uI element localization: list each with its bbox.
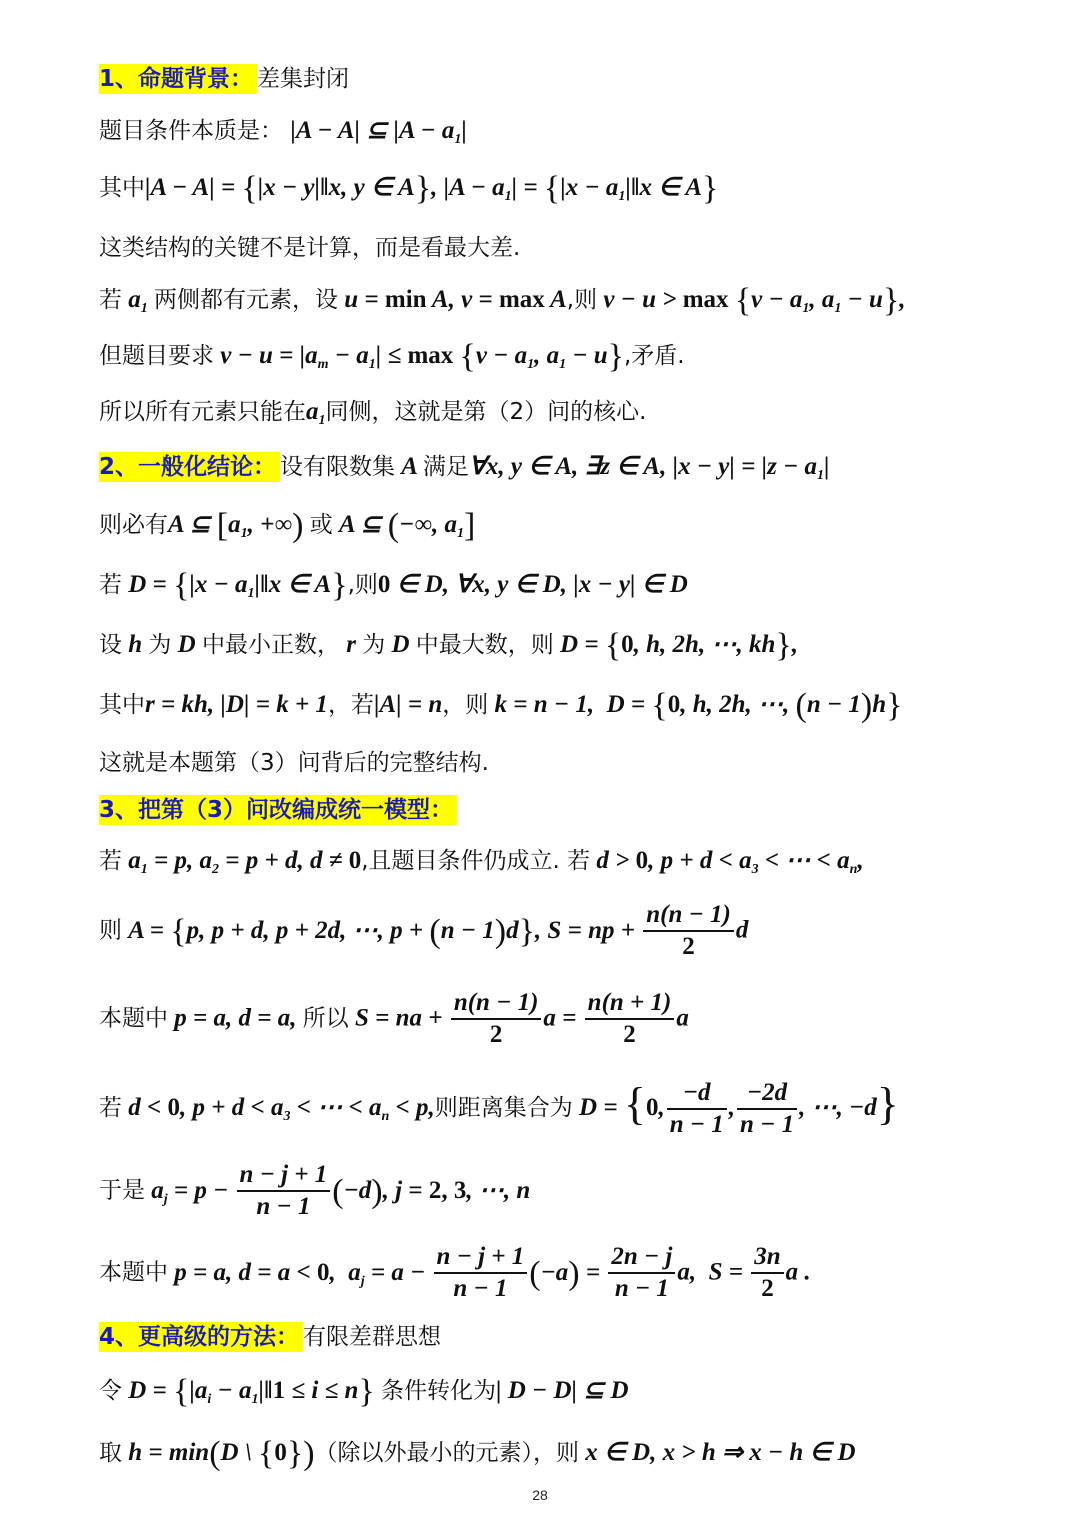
formula: |A − A| = {|x − y|‖x, y ∈ A}, $|A - a_1| = \{|x$ − $a_1|‖x$ ∈ A} xyxy=(145,170,719,207)
formula: (−a) = xyxy=(529,1254,607,1292)
formula: r = kh, |D| = k + 1 xyxy=(145,691,328,718)
line-text: ,且题目条件仍成立. 若 xyxy=(361,848,591,874)
formula: p = a, d = a, xyxy=(168,1004,303,1032)
formula: d < 0, $p + d < a_3$ < ⋯ < $a_n < p$, xyxy=(122,1094,435,1124)
line-text: 题目条件本质是： xyxy=(99,118,283,144)
section-2-heading: 2、一般化结论： xyxy=(99,452,280,482)
formula: (−d), j = 2, 3, ⋯, n xyxy=(332,1172,531,1210)
fraction: $\frac{3n}{2}$ xyxy=(751,1242,783,1304)
line-text: 同侧，这就是第（2）问的核心. xyxy=(325,399,647,425)
section-1-heading-line xyxy=(99,64,349,94)
formula: u = min A, v = max A xyxy=(338,286,567,313)
fraction: $\frac{-d}{n - 1}$ xyxy=(667,1078,727,1140)
line-difference-set xyxy=(99,1373,629,1415)
line-text: ，则 xyxy=(442,692,489,718)
formula: a xyxy=(676,1004,689,1032)
line-contradiction-setup xyxy=(99,282,906,324)
fraction: $\frac{n - j + 1}{n - 1}$ xyxy=(434,1242,528,1304)
line-text: 中最小正数， xyxy=(201,632,340,658)
line-text: 则必有 xyxy=(99,512,168,538)
line-text: 本题中 xyxy=(99,1005,168,1032)
line-text: 则 xyxy=(99,917,122,944)
line-sum-positive xyxy=(99,988,689,1050)
line-text: （除以外最小的元素），则 xyxy=(314,1440,580,1466)
section-4-heading-line xyxy=(99,1322,441,1352)
line-text: 所以所有元素只能在 xyxy=(99,399,306,425)
formula: $v - u = |a_m - a_1| \le \max \{v - a_1$, $a_1 - u$} xyxy=(214,338,624,375)
formula: A ⊆ (−∞, $a_1$] xyxy=(332,507,476,544)
fraction: $\frac{n(n - 1)}{2}$ xyxy=(451,988,542,1050)
line-conclusion xyxy=(99,507,476,549)
line-text: 满足 xyxy=(422,454,469,480)
formula: 0 ∈ D, ∀x, y ∈ D, |x − y| ∈ D xyxy=(377,571,688,598)
formula: $a_1 = p$, $a_2 = p + d$, d ≠ 0 xyxy=(122,847,362,877)
formula: h xyxy=(122,631,149,658)
fraction: $\frac{n - j + 1}{n - 1}$ xyxy=(237,1160,331,1222)
line-text: 本题中 xyxy=(99,1259,168,1286)
formula: p = a, d = a < 0, $a_j = a$ − xyxy=(168,1258,432,1289)
formula: a = xyxy=(543,1004,583,1032)
line-text: 取 xyxy=(99,1440,122,1466)
formula: d xyxy=(735,916,749,944)
formula: a . xyxy=(785,1258,811,1286)
formula: D xyxy=(385,631,416,658)
line-text: 为 xyxy=(362,632,386,658)
formula: A = {p, p + d, p + 2d, ⋯, p + (n − 1)d}, S = np + xyxy=(122,912,642,950)
formula: $a_1$ xyxy=(306,398,326,428)
formula: D xyxy=(171,631,202,658)
line-min-max xyxy=(99,627,798,664)
section-3-heading-line xyxy=(99,795,457,825)
line-key-idea: 这类结构的关键不是计算，而是看最大差. xyxy=(99,235,521,261)
line-min-element xyxy=(99,1435,856,1472)
formula: r xyxy=(339,631,363,658)
line-text: ,则 xyxy=(566,287,598,313)
formula: h = min(D \ {0}) xyxy=(122,1435,315,1472)
formula: A xyxy=(395,453,423,480)
line-text: 中最大数，则 xyxy=(415,632,554,658)
section-2-heading-line xyxy=(99,452,830,491)
line-text: ，若 xyxy=(327,692,374,718)
fraction: $\frac{n(n + 1)}{2}$ xyxy=(585,988,675,1050)
line-text: 于是 xyxy=(99,1177,145,1204)
line-negative-case: 若 d < 0, $p + d < a_3$ < ⋯ < $a_n < p$,则距离集合为 D = {0, $\frac{-d}{n - 1}$ , $\frac{-2d}{n - 1}$ , ⋯, −d} xyxy=(99,1078,899,1138)
line-structure xyxy=(99,687,903,724)
line-essence xyxy=(99,116,467,155)
formula: , ⋯, −d} xyxy=(799,1078,899,1129)
line-text: 为 xyxy=(148,632,172,658)
formula: D = {0, xyxy=(572,1078,665,1129)
line-text: 设 xyxy=(99,632,122,658)
fraction: $\frac{2n - j}{n - 1}$ xyxy=(608,1242,675,1304)
line-summary: 这就是本题第（3）问背后的完整结构. xyxy=(99,750,489,776)
line-text: 若 xyxy=(99,287,122,313)
line-definition xyxy=(99,170,719,212)
section-1-heading: 1、命题背景： xyxy=(99,64,257,94)
formula: $D = \{|x - a_1|‖x$ ∈ A} xyxy=(122,567,348,604)
formula: $v - u > \max \{v - a_1$, $a_1 - u$}, xyxy=(597,282,906,319)
formula: d > 0, $p + d < a_3$ < ⋯ < $a_n$, xyxy=(590,847,864,877)
line-text: 所以 xyxy=(302,1005,349,1032)
section-4-title: 有限差群思想 xyxy=(303,1324,442,1350)
line-text: 设有限数集 xyxy=(280,454,396,480)
formula: |A − A| ⊆ $|A - a_1|$ xyxy=(290,117,467,147)
formula: ∀x, y ∈ A, ∃z ∈ A, $|x - y| = |z - a_1|$ xyxy=(468,453,830,483)
fraction: $\frac{-2d}{n - 1}$ xyxy=(737,1078,797,1140)
formula: k = n − 1, D = {0, h, 2h, ⋯, (n − 1)h} xyxy=(488,687,903,724)
formula: a, S = xyxy=(677,1258,750,1286)
line-model-setup xyxy=(99,846,864,885)
line-set-d xyxy=(99,567,688,609)
line-text: 若 xyxy=(99,1095,122,1121)
line-text: 但题目要求 xyxy=(99,343,214,369)
formula: S = na + xyxy=(348,1004,449,1032)
line-text: 其中 xyxy=(99,692,145,718)
formula: A ⊆ [$a_1$, +∞) xyxy=(168,507,304,544)
line-arithmetic-set xyxy=(99,900,748,962)
line-core xyxy=(99,397,646,436)
formula: $D = \{|a_i$ − $a_1|‖1 \le i \le n$} xyxy=(122,1373,375,1410)
fraction: $\frac{n(n - 1)}{2}$ xyxy=(643,900,734,962)
section-4-heading: 4、更高级的方法： xyxy=(99,1322,303,1352)
line-sum-negative xyxy=(99,1242,811,1312)
formula: $a_1$ xyxy=(122,286,148,316)
line-text: 若 xyxy=(99,572,122,598)
formula: | D − D| ⊆ D xyxy=(495,1377,629,1404)
formula: |A| = n xyxy=(373,691,443,718)
formula: D = {0, h, 2h, ⋯, kh}, xyxy=(553,627,798,664)
line-text: 则距离集合为 xyxy=(434,1095,573,1121)
line-text: 若 xyxy=(99,848,122,874)
section-1-title: 差集封闭 xyxy=(257,66,350,92)
line-text: 两侧都有元素，设 xyxy=(154,287,338,313)
line-text: 或 xyxy=(309,512,333,538)
formula: x ∈ D, x > h ⇒ x − h ∈ D xyxy=(579,1439,856,1466)
line-text: ,矛盾. xyxy=(623,343,685,369)
line-general-term xyxy=(99,1160,530,1230)
line-text: 条件转化为 xyxy=(380,1378,496,1404)
line-text: 其中 xyxy=(99,175,145,201)
formula: $a_j = p$ − xyxy=(145,1176,235,1207)
page-number: 28 xyxy=(532,1487,548,1503)
line-text: 令 xyxy=(99,1378,122,1404)
section-3-heading: 3、把第（3）问改编成统一模型： xyxy=(99,795,457,825)
line-contradiction xyxy=(99,338,685,380)
line-text: ,则 xyxy=(347,572,378,598)
